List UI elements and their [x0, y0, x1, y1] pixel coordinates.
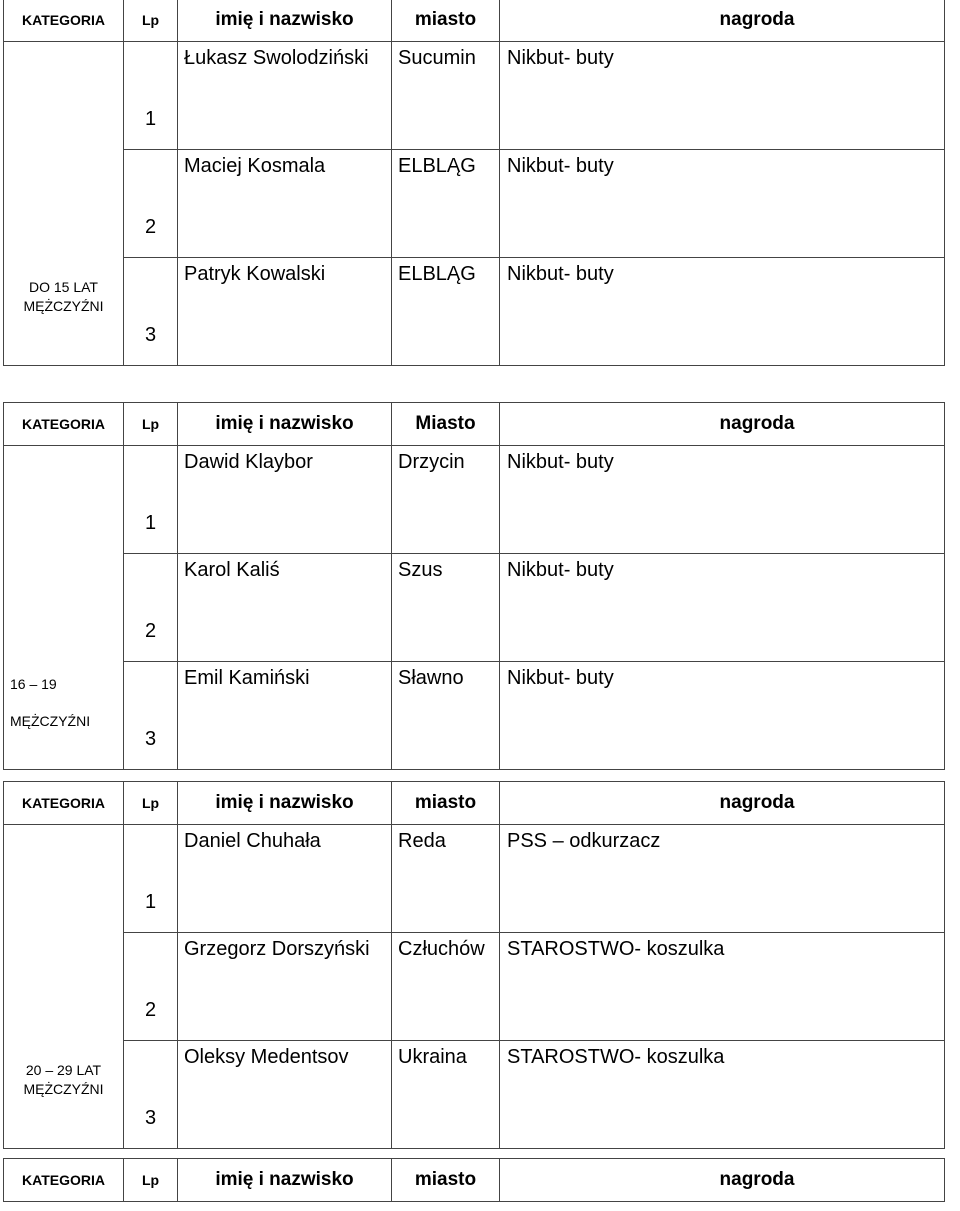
- results-table-do-15: [3, 0, 945, 366]
- header-prize: nagroda: [500, 403, 945, 446]
- results-table-20-29: [3, 781, 945, 1149]
- prize-cell: Nikbut- buty: [500, 446, 945, 554]
- category-line-1: 16 – 19: [10, 676, 57, 693]
- name-cell: Oleksy Medentsov: [178, 1041, 392, 1149]
- category-line-2: MĘŻCZYŹNI: [23, 298, 104, 315]
- header-name: imię i nazwisko: [178, 782, 392, 825]
- header-prize: nagroda: [500, 1159, 945, 1202]
- header-city: miasto: [392, 0, 500, 42]
- table-row: [4, 150, 945, 258]
- city-cell: Człuchów: [392, 933, 500, 1041]
- prize-cell: Nikbut- buty: [500, 554, 945, 662]
- city-cell: Sucumin: [392, 42, 500, 150]
- header-lp: Lp: [124, 1159, 178, 1202]
- name-cell: Łukasz Swolodziński: [178, 42, 392, 150]
- header-name: imię i nazwisko: [178, 1159, 392, 1202]
- table-row: [4, 662, 945, 770]
- table-header-row: [4, 0, 945, 42]
- name-cell: Patryk Kowalski: [178, 258, 392, 366]
- category-cell: [4, 825, 124, 1149]
- category-cell: [4, 42, 124, 366]
- header-prize: nagroda: [500, 0, 945, 42]
- city-cell: Ukraina: [392, 1041, 500, 1149]
- header-kategoria: KATEGORIA: [4, 1159, 124, 1202]
- header-lp: Lp: [124, 782, 178, 825]
- lp-cell: 1: [124, 825, 178, 933]
- header-lp: Lp: [124, 0, 178, 42]
- name-cell: Karol Kaliś: [178, 554, 392, 662]
- header-kategoria: KATEGORIA: [4, 782, 124, 825]
- prize-cell: Nikbut- buty: [500, 662, 945, 770]
- table-row: [4, 42, 945, 150]
- header-name: imię i nazwisko: [178, 403, 392, 446]
- lp-cell: 3: [124, 1041, 178, 1149]
- table-row: [4, 1041, 945, 1149]
- header-lp: Lp: [124, 403, 178, 446]
- name-cell: Grzegorz Dorszyński: [178, 933, 392, 1041]
- table-row: [4, 825, 945, 933]
- category-line-2: MĘŻCZYŹNI: [23, 1081, 104, 1098]
- category-line-1: 20 – 29 LAT: [25, 1061, 102, 1078]
- prize-cell: PSS – odkurzacz: [500, 825, 945, 933]
- table-header-row: [4, 403, 945, 446]
- city-cell: Sławno: [392, 662, 500, 770]
- table-row: [4, 554, 945, 662]
- lp-cell: 3: [124, 258, 178, 366]
- name-cell: Daniel Chuhała: [178, 825, 392, 933]
- category-cell: [4, 446, 124, 770]
- lp-cell: 3: [124, 662, 178, 770]
- lp-cell: 2: [124, 150, 178, 258]
- lp-cell: 1: [124, 42, 178, 150]
- header-prize: nagroda: [500, 782, 945, 825]
- header-city: miasto: [392, 1159, 500, 1202]
- city-cell: Reda: [392, 825, 500, 933]
- results-table-next: [3, 1158, 945, 1202]
- header-kategoria: KATEGORIA: [4, 403, 124, 446]
- city-cell: ELBLĄG: [392, 258, 500, 366]
- prize-cell: STAROSTWO- koszulka: [500, 1041, 945, 1149]
- table-row: [4, 446, 945, 554]
- results-table-16-19: [3, 402, 945, 770]
- name-cell: Maciej Kosmala: [178, 150, 392, 258]
- header-name: imię i nazwisko: [178, 0, 392, 42]
- lp-cell: 2: [124, 554, 178, 662]
- city-cell: ELBLĄG: [392, 150, 500, 258]
- header-kategoria: KATEGORIA: [4, 0, 124, 42]
- prize-cell: Nikbut- buty: [500, 150, 945, 258]
- header-city: Miasto: [392, 403, 500, 446]
- city-cell: Szus: [392, 554, 500, 662]
- city-cell: Drzycin: [392, 446, 500, 554]
- header-city: miasto: [392, 782, 500, 825]
- table-header-row: [4, 782, 945, 825]
- lp-cell: 2: [124, 933, 178, 1041]
- table-row: [4, 258, 945, 366]
- prize-cell: Nikbut- buty: [500, 42, 945, 150]
- name-cell: Dawid Klaybor: [178, 446, 392, 554]
- name-cell: Emil Kamiński: [178, 662, 392, 770]
- prize-cell: Nikbut- buty: [500, 258, 945, 366]
- prize-cell: STAROSTWO- koszulka: [500, 933, 945, 1041]
- table-row: [4, 933, 945, 1041]
- category-line-1: DO 15 LAT: [29, 278, 98, 295]
- table-header-row: [4, 1159, 945, 1202]
- category-line-2: MĘŻCZYŹNI: [10, 712, 91, 729]
- lp-cell: 1: [124, 446, 178, 554]
